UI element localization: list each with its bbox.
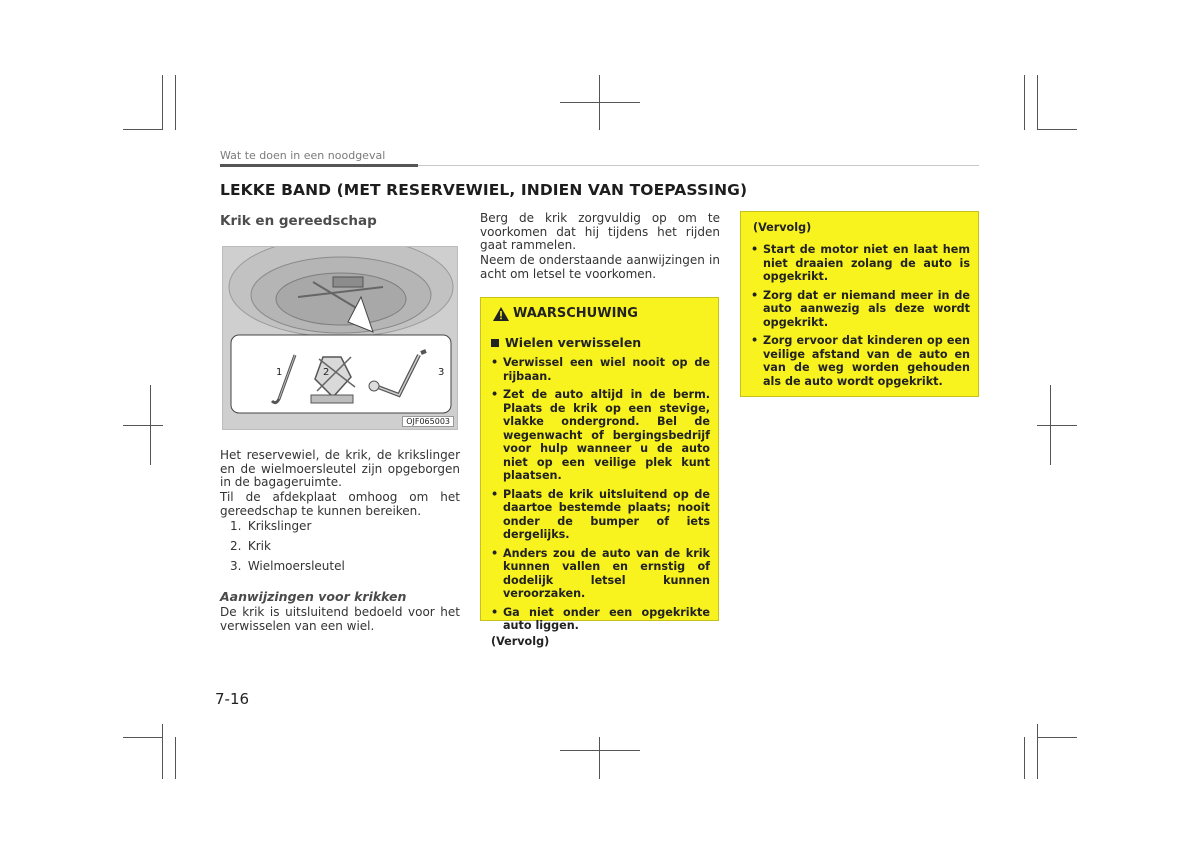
callout-1: 1 bbox=[276, 367, 283, 378]
warning-subtitle-row bbox=[491, 335, 710, 350]
jack-heading: Aanwijzingen voor krikken bbox=[220, 589, 407, 604]
page-title: LEKKE BAND (MET RESERVEWIEL, INDIEN VAN TOEPASSING) bbox=[220, 181, 748, 199]
crop-mark bbox=[175, 75, 176, 130]
crop-mark bbox=[1037, 129, 1077, 130]
page-number: 7-16 bbox=[215, 690, 250, 708]
crop-mark bbox=[1024, 75, 1025, 130]
storage-paragraph: Berg de krik zorgvuldig op om te voorkomen dat hij tijdens het rijden gaat rammelen. bbox=[480, 211, 720, 253]
list-item bbox=[230, 539, 271, 553]
crop-mark bbox=[1037, 75, 1038, 130]
warning-box-continued bbox=[740, 211, 979, 397]
list-label: Krikslinger bbox=[247, 519, 312, 533]
square-bullet-icon bbox=[491, 339, 499, 347]
warning-item: • Start de motor niet en laat hem niet draaien zolang de auto is opgekrikt. bbox=[751, 243, 970, 284]
warning-subtitle: Wielen verwisselen bbox=[505, 335, 642, 350]
header-rule-light bbox=[418, 165, 979, 166]
warning-title: WAARSCHUWING bbox=[513, 306, 638, 321]
callout-2: 2 bbox=[323, 367, 330, 378]
warning-item: • Verwissel een wiel nooit op de rijbaan. bbox=[491, 356, 710, 383]
warning-triangle-icon bbox=[493, 307, 509, 321]
warning-header bbox=[493, 306, 710, 321]
warning-item: • Zorg dat er niemand meer in de auto aanwezig als deze wordt opgekrikt. bbox=[751, 289, 970, 330]
warning-item: • Zet de auto altijd in de berm. Plaats de krik op een stevige, vlakke ondergrond. Bel de wegenwacht of bergingsbedrijf voor hulp wanneer u de auto niet op een veilige plek kunt plaatsen. bbox=[491, 388, 710, 483]
continued-top-label: (Vervolg) bbox=[753, 221, 812, 234]
crop-mark bbox=[123, 737, 163, 738]
crop-mark bbox=[1037, 737, 1077, 738]
warning-list-continued bbox=[751, 243, 970, 388]
warning-item: • Zorg ervoor dat kinderen op een veilige afstand van de auto en van de weg worden gehouden als de auto wordt opgekrikt. bbox=[751, 334, 970, 388]
list-item bbox=[230, 519, 311, 533]
crop-mark bbox=[560, 102, 640, 103]
crop-mark bbox=[162, 75, 163, 130]
crop-mark bbox=[1037, 425, 1077, 426]
tools-figure bbox=[222, 246, 458, 430]
list-item bbox=[230, 559, 345, 573]
warning-list bbox=[491, 356, 710, 633]
section-label: Wat te doen in een noodgeval bbox=[220, 149, 386, 162]
list-number: 3. bbox=[230, 559, 242, 573]
crop-mark bbox=[560, 750, 640, 751]
jack-paragraph: De krik is uitsluitend bedoeld voor het verwisselen van een wiel. bbox=[220, 605, 460, 633]
crop-mark bbox=[175, 737, 176, 779]
list-number: 1. bbox=[230, 519, 242, 533]
crop-mark bbox=[123, 129, 163, 130]
crop-mark bbox=[1037, 724, 1038, 779]
list-number: 2. bbox=[230, 539, 242, 553]
intro-paragraph: Het reservewiel, de krik, de krikslinger en de wielmoersleutel zijn opgeborgen in de bagageruimte. bbox=[220, 448, 460, 490]
crop-mark bbox=[123, 425, 163, 426]
callout-3: 3 bbox=[438, 367, 445, 378]
warning-box bbox=[480, 297, 719, 648]
instruction-paragraph: Til de afdekplaat omhoog om het gereedschap te kunnen bereiken. bbox=[220, 490, 460, 518]
crop-mark bbox=[1024, 737, 1025, 779]
warning-item: • Anders zou de auto van de krik kunnen vallen en ernstig of dodelijk letsel kunnen veroorzaken. bbox=[491, 547, 710, 601]
crop-mark bbox=[162, 724, 163, 779]
continued-label: (Vervolg) bbox=[491, 634, 550, 648]
list-label: Wielmoersleutel bbox=[247, 559, 345, 573]
subsection-title: Krik en gereedschap bbox=[220, 213, 377, 229]
warning-item: • Ga niet onder een opgekrikte auto liggen. bbox=[491, 606, 710, 633]
list-label: Krik bbox=[247, 539, 271, 553]
precaution-paragraph: Neem de onderstaande aanwijzingen in acht om letsel te voorkomen. bbox=[480, 253, 720, 281]
header-rule bbox=[220, 164, 418, 167]
warning-item: • Plaats de krik uitsluitend op de daartoe bestemde plaats; nooit onder de bumper of iets dergelijks. bbox=[491, 488, 710, 542]
figure-code: OJF065003 bbox=[402, 416, 454, 427]
crop-mark bbox=[599, 737, 600, 779]
trunk-illustration bbox=[223, 247, 458, 430]
